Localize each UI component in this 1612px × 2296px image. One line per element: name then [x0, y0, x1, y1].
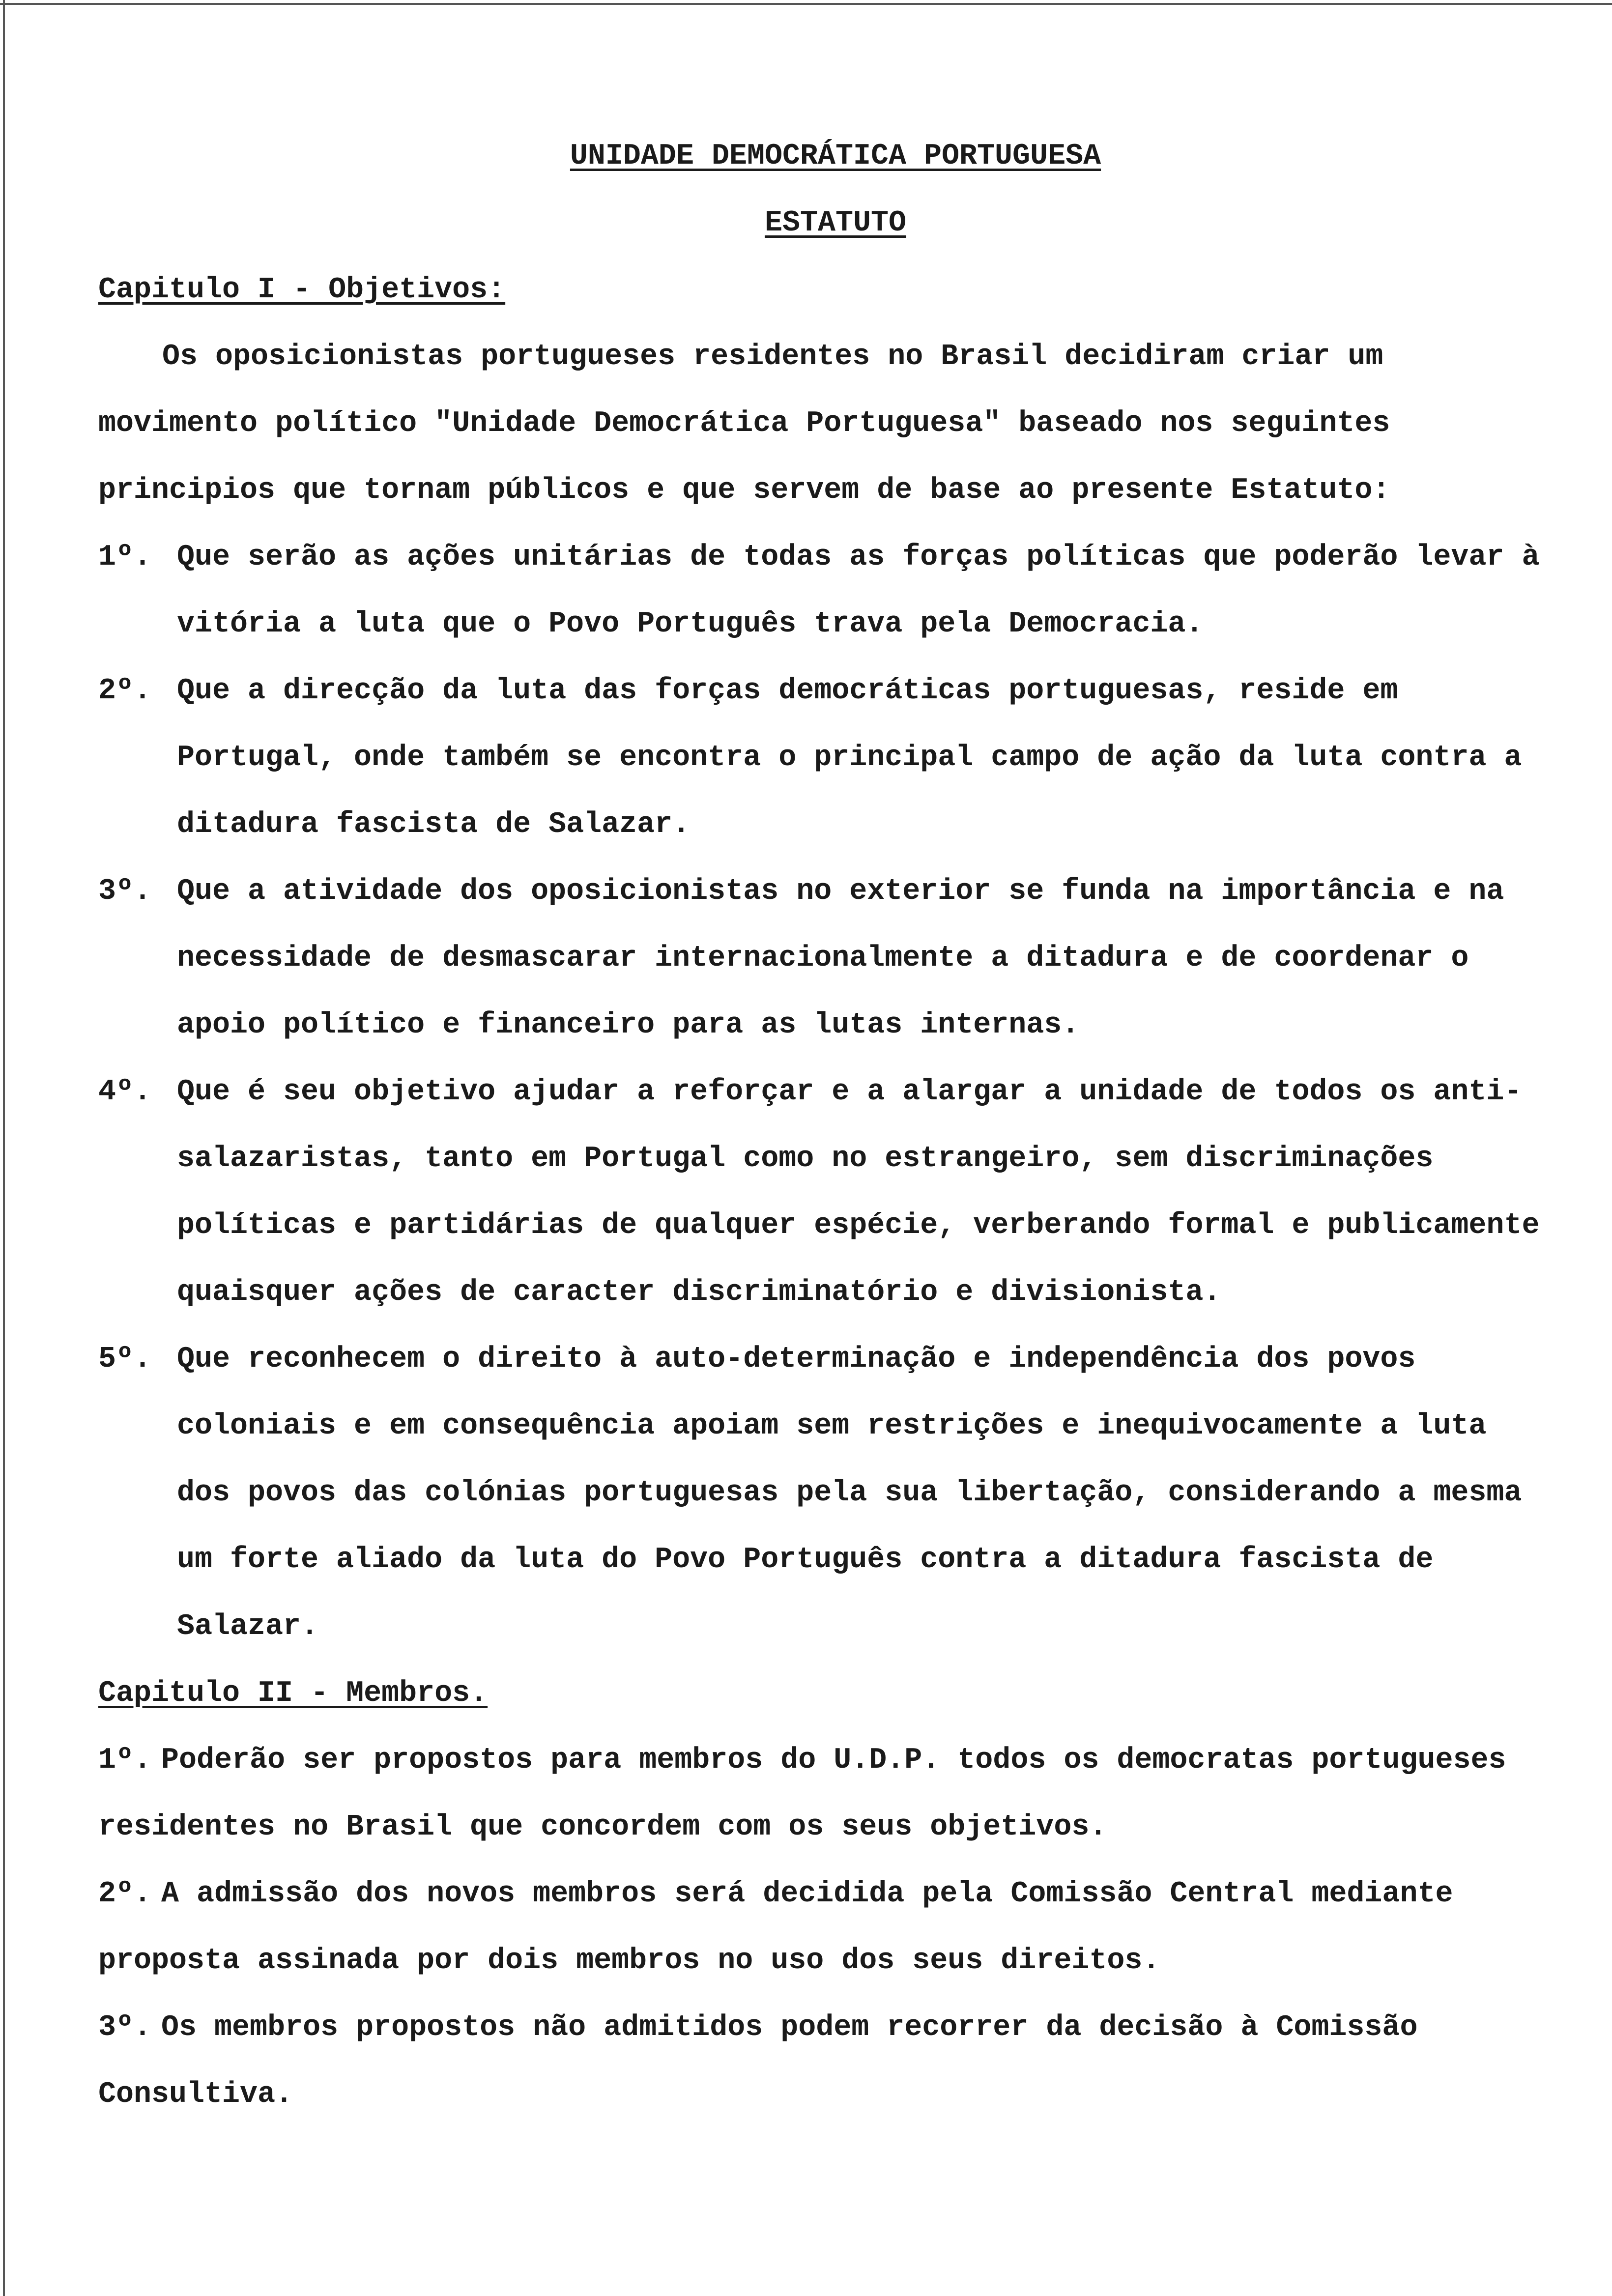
chapter-2-item-3: [98, 1994, 1553, 2128]
chapter-1-item-3: [98, 858, 1553, 1059]
page-left-edge: [3, 0, 5, 2296]
item-number: 3º.: [98, 2011, 152, 2044]
item-text: A admissão dos novos membros será decidida pela Comissão Central mediante proposta assinada por dois membros no uso dos seus direitos.: [98, 1877, 1453, 1978]
item-number: 3º.: [98, 875, 152, 908]
document-subtitle: ESTATUTO: [764, 206, 907, 240]
document-title: UNIDADE DEMOCRÁTICA PORTUGUESA: [570, 140, 1101, 173]
chapter-1-item-2: [98, 658, 1553, 858]
chapter-2-item-2: [98, 1861, 1553, 1994]
item-text: Que a atividade dos oposicionistas no exterior se funda na importância e na necessidade de desmascarar internacionalmente a ditadura e de coordenar o apoio político e financeiro para as lutas internas.: [177, 875, 1504, 1042]
item-text: Os membros propostos não admitidos podem recorrer da decisão à Comissão Consultiva.: [98, 2011, 1418, 2111]
chapter-2-heading: Capitulo II - Membros.: [98, 1677, 488, 1710]
document-body: [98, 123, 1553, 2128]
chapter-1-intro: Os oposicionistas portugueses residentes no Brasil decidiram criar um movimento político "Unidade Democrática Portuguesa" baseado nos seguintes principios que tornam públicos e que servem de base ao presente Estatuto:: [98, 340, 1390, 507]
chapter-1-heading: Capitulo I - Objetivos:: [98, 273, 506, 307]
chapter-1-item-1: [98, 524, 1553, 658]
page-top-edge: [0, 3, 1612, 5]
item-number: 2º.: [98, 1877, 152, 1911]
chapter-1-item-4: [98, 1059, 1553, 1326]
item-text: Que é seu objetivo ajudar a reforçar e a alargar a unidade de todos os anti-salazaristas, tanto em Portugal como no estrangeiro, sem discriminações políticas e partidárias de qualquer espécie, verberando formal e publicamente quaisquer ações de caracter discriminatório e divisionista.: [177, 1075, 1540, 1309]
item-number: 5º.: [98, 1343, 152, 1376]
item-text: Poderão ser propostos para membros do U.D.P. todos os democratas portugueses residentes no Brasil que concordem com os seus objetivos.: [98, 1744, 1506, 1844]
chapter-1-item-5: [98, 1326, 1553, 1660]
chapter-2-item-1: [98, 1727, 1553, 1861]
item-text: Que a direcção da luta das forças democráticas portuguesas, reside em Portugal, onde também se encontra o principal campo de ação da luta contra a ditadura fascista de Salazar.: [177, 674, 1522, 841]
item-number: 1º.: [98, 1744, 152, 1777]
item-text: Que serão as ações unitárias de todas as forças políticas que poderão levar à vitória a luta que o Povo Português trava pela Democracia.: [177, 541, 1540, 641]
item-text: Que reconhecem o direito à auto-determinação e independência dos povos coloniais e em consequência apoiam sem restrições e inequivocamente a luta dos povos das colónias portuguesas pela sua libertação, considerando a mesma um forte aliado da luta do Povo Português contra a ditadura fascista de Salazar.: [177, 1343, 1522, 1643]
item-number: 1º.: [98, 541, 152, 574]
item-number: 4º.: [98, 1075, 152, 1109]
item-number: 2º.: [98, 674, 152, 708]
